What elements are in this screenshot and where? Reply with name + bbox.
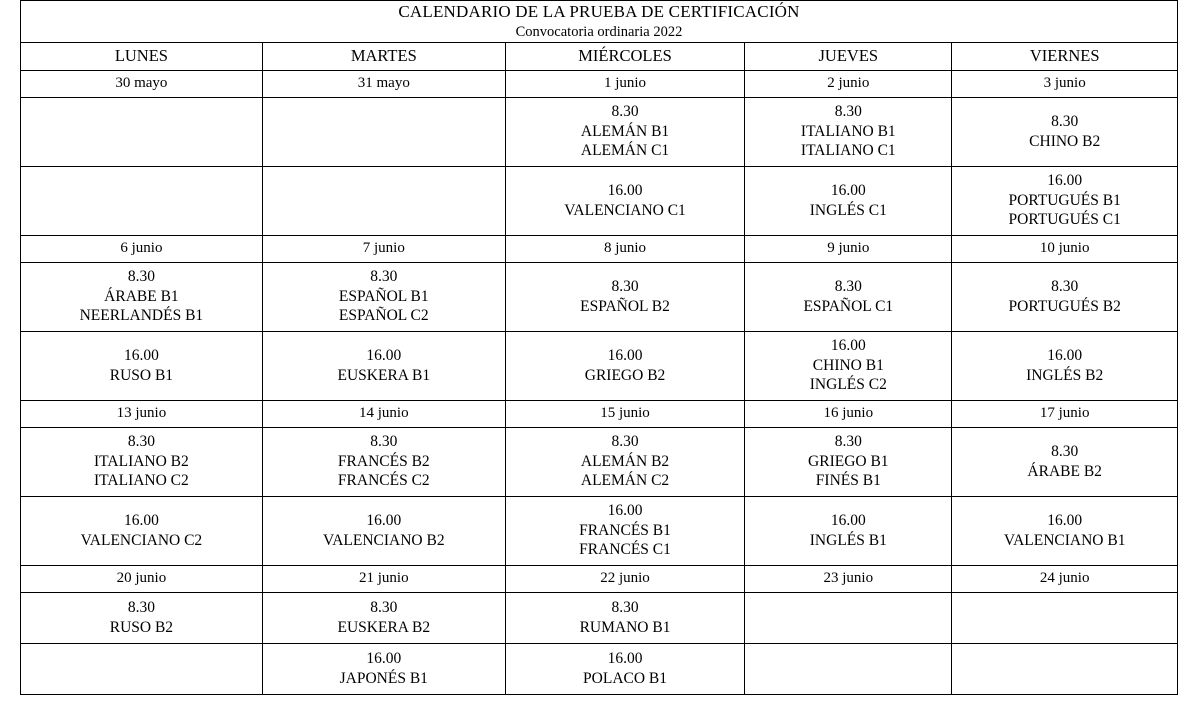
week-date-row (21, 235, 1178, 262)
session-exam: JAPONÉS B1 (339, 669, 428, 687)
session-time: 16.00 (1047, 511, 1083, 529)
session-row (21, 496, 1178, 565)
weekday-header-viernes: VIERNES (952, 42, 1178, 70)
session-exam: ESPAÑOL C1 (803, 297, 894, 315)
session-exam: POLACO B1 (583, 669, 668, 687)
session-cell (21, 592, 263, 643)
session-exam: FINÉS B1 (815, 472, 881, 490)
session-time: 16.00 (123, 346, 159, 364)
session-time: 8.30 (370, 432, 398, 450)
week-date-row (21, 565, 1178, 592)
session-cell (505, 262, 744, 331)
session-exam: VALENCIANO C2 (80, 531, 203, 549)
session-time: 8.30 (127, 267, 155, 285)
session-exam: VALENCIANO C1 (564, 201, 686, 219)
session-row (21, 427, 1178, 496)
session-exam: FRANCÉS C1 (579, 541, 671, 559)
session-time: 8.30 (611, 277, 639, 295)
session-time: 16.00 (607, 501, 643, 519)
session-exam: EUSKERA B2 (337, 618, 431, 636)
session-time: 8.30 (127, 432, 155, 450)
date-cell: 7 junio (262, 235, 505, 262)
session-cell (262, 592, 505, 643)
session-exam: ITALIANO B1 (800, 122, 896, 140)
session-cell (505, 166, 744, 235)
empty-session-cell (262, 97, 505, 166)
session-cell (952, 262, 1178, 331)
empty-session-cell (21, 97, 263, 166)
session-exam: ESPAÑOL C2 (338, 307, 429, 325)
weekday-header-row (21, 42, 1178, 70)
session-cell (505, 592, 744, 643)
session-cell (505, 496, 744, 565)
empty-session-cell (21, 643, 263, 694)
session-cell (505, 97, 744, 166)
session-time: 8.30 (834, 432, 862, 450)
empty-session-cell (745, 643, 952, 694)
session-exam: ITALIANO C1 (800, 142, 896, 160)
session-exam: ALEMÁN B1 (580, 122, 670, 140)
week-date-row (21, 70, 1178, 97)
session-cell (21, 496, 263, 565)
date-cell: 9 junio (745, 235, 952, 262)
empty-session-cell (745, 592, 952, 643)
session-cell (745, 97, 952, 166)
session-cell (952, 496, 1178, 565)
document-title: CALENDARIO DE LA PRUEBA DE CERTIFICACIÓN (398, 2, 800, 21)
session-time: 8.30 (1051, 442, 1079, 460)
session-cell (21, 262, 263, 331)
session-cell (262, 427, 505, 496)
session-row (21, 97, 1178, 166)
session-cell (745, 427, 952, 496)
session-cell (952, 427, 1178, 496)
date-cell: 6 junio (21, 235, 263, 262)
document-subtitle-cell (21, 23, 1178, 43)
session-exam: GRIEGO B1 (808, 452, 889, 470)
session-cell (262, 643, 505, 694)
session-time: 16.00 (366, 649, 402, 667)
date-cell: 23 junio (745, 565, 952, 592)
document-title-cell (21, 1, 1178, 23)
date-cell: 24 junio (952, 565, 1178, 592)
session-exam: CHINO B1 (812, 356, 884, 374)
session-time: 8.30 (370, 598, 398, 616)
session-time: 8.30 (127, 598, 155, 616)
session-cell (745, 331, 952, 400)
calendar-body (21, 1, 1178, 695)
weekday-header-lunes: LUNES (21, 42, 263, 70)
title-row (21, 1, 1178, 23)
empty-session-cell (21, 166, 263, 235)
session-time: 8.30 (611, 432, 639, 450)
weekday-header-jueves: JUEVES (745, 42, 952, 70)
session-cell (262, 262, 505, 331)
session-cell (745, 166, 952, 235)
session-time: 16.00 (830, 511, 866, 529)
date-cell: 31 mayo (262, 70, 505, 97)
certification-calendar-table (20, 0, 1178, 695)
session-exam: PORTUGUÉS C1 (1008, 211, 1121, 229)
session-time: 16.00 (607, 181, 643, 199)
session-exam: RUMANO B1 (579, 618, 671, 636)
session-time: 8.30 (370, 267, 398, 285)
date-cell: 3 junio (952, 70, 1178, 97)
session-cell (505, 427, 744, 496)
session-cell (505, 331, 744, 400)
session-exam: ALEMÁN B2 (580, 452, 670, 470)
session-exam: ITALIANO C2 (94, 472, 189, 490)
session-exam: NEERLANDÉS B1 (79, 307, 204, 325)
session-exam: FRANCÉS B2 (337, 452, 430, 470)
session-exam: GRIEGO B2 (584, 366, 666, 384)
session-cell (21, 331, 263, 400)
session-exam: PORTUGUÉS B1 (1008, 191, 1121, 209)
session-time: 8.30 (611, 598, 639, 616)
date-cell: 13 junio (21, 400, 263, 427)
week-date-row (21, 400, 1178, 427)
date-cell: 17 junio (952, 400, 1178, 427)
session-exam: ALEMÁN C2 (580, 472, 670, 490)
subtitle-row (21, 23, 1178, 43)
session-time: 16.00 (366, 346, 402, 364)
session-exam: RUSO B2 (109, 618, 174, 636)
session-cell (952, 97, 1178, 166)
date-cell: 22 junio (505, 565, 744, 592)
date-cell: 30 mayo (21, 70, 263, 97)
session-cell (745, 496, 952, 565)
session-exam: VALENCIANO B1 (1003, 531, 1126, 549)
session-time: 16.00 (830, 336, 866, 354)
date-cell: 10 junio (952, 235, 1178, 262)
session-time: 16.00 (1047, 171, 1083, 189)
session-exam: INGLÉS C1 (809, 201, 887, 219)
date-cell: 15 junio (505, 400, 744, 427)
session-exam: RUSO B1 (109, 366, 174, 384)
session-time: 16.00 (830, 181, 866, 199)
session-row (21, 262, 1178, 331)
session-exam: ALEMÁN C1 (580, 142, 670, 160)
session-exam: ÁRABE B1 (104, 287, 179, 305)
session-time: 8.30 (611, 102, 639, 120)
session-time: 8.30 (1051, 277, 1079, 295)
session-cell (952, 166, 1178, 235)
session-cell (952, 331, 1178, 400)
session-time: 8.30 (834, 277, 862, 295)
weekday-header-martes: MARTES (262, 42, 505, 70)
session-exam: INGLÉS B1 (809, 531, 887, 549)
session-exam: ESPAÑOL B2 (580, 297, 670, 315)
date-cell: 14 junio (262, 400, 505, 427)
date-cell: 16 junio (745, 400, 952, 427)
session-time: 16.00 (607, 346, 643, 364)
document-subtitle: Convocatoria ordinaria 2022 (515, 23, 683, 40)
session-cell (21, 427, 263, 496)
session-exam: EUSKERA B1 (337, 366, 431, 384)
session-exam: ÁRABE B2 (1027, 462, 1102, 480)
weekday-header-miercoles: MIÉRCOLES (505, 42, 744, 70)
empty-session-cell (262, 166, 505, 235)
session-exam: INGLÉS C2 (809, 376, 887, 394)
session-exam: ITALIANO B2 (94, 452, 189, 470)
session-row (21, 643, 1178, 694)
date-cell: 2 junio (745, 70, 952, 97)
empty-session-cell (952, 592, 1178, 643)
date-cell: 1 junio (505, 70, 744, 97)
session-time: 16.00 (607, 649, 643, 667)
session-exam: INGLÉS B2 (1026, 366, 1104, 384)
session-time: 16.00 (123, 511, 159, 529)
session-row (21, 166, 1178, 235)
session-exam: FRANCÉS C2 (337, 472, 430, 490)
date-cell: 20 junio (21, 565, 263, 592)
session-time: 8.30 (1051, 112, 1079, 130)
session-cell (745, 262, 952, 331)
session-row (21, 592, 1178, 643)
session-exam: FRANCÉS B1 (579, 521, 671, 539)
session-time: 8.30 (834, 102, 862, 120)
session-exam: CHINO B2 (1029, 132, 1101, 150)
session-exam: VALENCIANO B2 (323, 531, 445, 549)
session-cell (262, 331, 505, 400)
session-exam: PORTUGUÉS B2 (1008, 297, 1121, 315)
session-time: 16.00 (366, 511, 402, 529)
empty-session-cell (952, 643, 1178, 694)
session-cell (505, 643, 744, 694)
session-time: 16.00 (1047, 346, 1083, 364)
date-cell: 8 junio (505, 235, 744, 262)
session-exam: ESPAÑOL B1 (338, 287, 429, 305)
session-cell (262, 496, 505, 565)
session-row (21, 331, 1178, 400)
date-cell: 21 junio (262, 565, 505, 592)
